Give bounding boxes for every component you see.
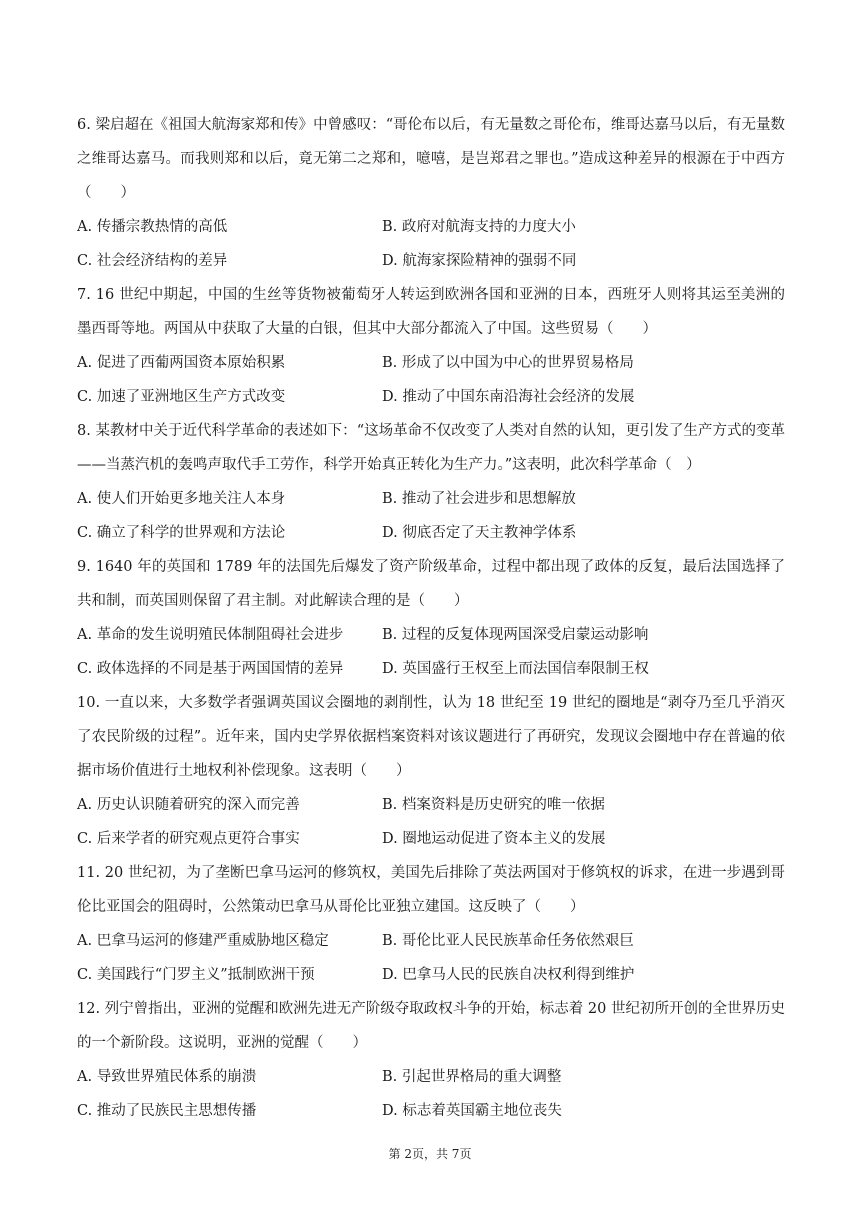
- option-c[interactable]: C. 美国践行“门罗主义”抵制欧洲干预: [77, 967, 315, 983]
- question-11: [77, 856, 785, 992]
- question-stem: 6. 梁启超在《祖国大航海家郑和传》中曾感叹：“哥伦布以后，有无量数之哥伦布，维哥达嘉马以后，有无量数之维哥达嘉马。而我则郑和以后，竟无第二之郑和，噫嘻，是岂郑君之罪也。”造成这种差异的根源在于中西方（ ）: [77, 117, 785, 201]
- question-stem: 12. 列宁曾指出，亚洲的觉醒和欧洲先进无产阶级夺取政权斗争的开始，标志着 20 世纪初所开创的全世界历史的一个新阶段。这说明，亚洲的觉醒（ ）: [77, 1001, 785, 1051]
- question-stem: 8. 某教材中关于近代科学革命的表述如下：“这场革命不仅改变了人类对自然的认知，更引发了生产方式的变革——当蒸汽机的轰鸣声取代手工劳作，科学开始真正转化为生产力。”这表明，此次科学革命（ ）: [77, 423, 785, 473]
- option-d[interactable]: D. 英国盛行王权至上而法国信奉限制王权: [382, 661, 649, 677]
- option-d[interactable]: D. 标志着英国霸主地位丧失: [382, 1103, 562, 1119]
- question-7: [77, 278, 785, 414]
- exam-page: [77, 108, 785, 1128]
- option-c[interactable]: C. 社会经济结构的差异: [77, 253, 228, 269]
- option-d[interactable]: D. 航海家探险精神的强弱不同: [382, 253, 577, 269]
- answer-options: [77, 788, 785, 856]
- answer-options: [77, 346, 785, 414]
- page-number: 第 2页，共 7页: [388, 1147, 472, 1161]
- option-c[interactable]: C. 推动了民族民主思想传播: [77, 1103, 257, 1119]
- question-8: [77, 414, 785, 550]
- answer-options: [77, 482, 785, 550]
- option-b[interactable]: B. 形成了以中国为中心的世界贸易格局: [382, 355, 634, 371]
- option-a[interactable]: A. 巴拿马运河的修建严重威胁地区稳定: [77, 933, 329, 949]
- option-d[interactable]: D. 彻底否定了天主教神学体系: [382, 525, 577, 541]
- answer-options: [77, 210, 785, 278]
- question-stem: 10. 一直以来，大多数学者强调英国议会圈地的剥削性，认为 18 世纪至 19 世纪的圈地是“剥夺乃至几乎消灭了农民阶级的过程”。近年来，国内史学界依据档案资料对该议题进行了再研究，发现议会圈地中存在普遍的依据市场价值进行土地权利补偿现象。这表明（ ）: [77, 695, 785, 779]
- option-a[interactable]: A. 历史认识随着研究的深入而完善: [77, 797, 300, 813]
- option-b[interactable]: B. 档案资料是历史研究的唯一依据: [382, 797, 605, 813]
- option-a[interactable]: A. 导致世界殖民体系的崩溃: [77, 1069, 257, 1085]
- question-stem: 7. 16 世纪中期起，中国的生丝等货物被葡萄牙人转运到欧洲各国和亚洲的日本，西班牙人则将其运至美洲的墨西哥等地。两国从中获取了大量的白银，但其中大部分都流入了中国。这些贸易（ ）: [77, 287, 785, 337]
- option-b[interactable]: B. 过程的反复体现两国深受启蒙运动影响: [382, 627, 649, 643]
- option-d[interactable]: D. 推动了中国东南沿海社会经济的发展: [382, 389, 635, 405]
- question-9: [77, 550, 785, 686]
- question-12: [77, 992, 785, 1128]
- option-b[interactable]: B. 推动了社会进步和思想解放: [382, 491, 576, 507]
- option-c[interactable]: C. 后来学者的研究观点更符合事实: [77, 831, 300, 847]
- question-stem: 11. 20 世纪初，为了垄断巴拿马运河的修筑权，美国先后排除了英法两国对于修筑权的诉求，在进一步遇到哥伦比亚国会的阻碍时，公然策动巴拿马从哥伦比亚独立建国。这反映了（ ）: [77, 865, 785, 915]
- answer-options: [77, 924, 785, 992]
- option-d[interactable]: D. 圈地运动促进了资本主义的发展: [382, 831, 606, 847]
- option-b[interactable]: B. 政府对航海支持的力度大小: [382, 219, 576, 235]
- question-10: [77, 686, 785, 856]
- option-a[interactable]: A. 传播宗教热情的高低: [77, 219, 228, 235]
- option-c[interactable]: C. 政体选择的不同是基于两国国情的差异: [77, 661, 344, 677]
- option-a[interactable]: A. 使人们开始更多地关注人本身: [77, 491, 286, 507]
- option-a[interactable]: A. 革命的发生说明殖民体制阻碍社会进步: [77, 627, 344, 643]
- option-c[interactable]: C. 确立了科学的世界观和方法论: [77, 525, 286, 541]
- question-stem: 9. 1640 年的英国和 1789 年的法国先后爆发了资产阶级革命，过程中都出现了政体的反复，最后法国选择了共和制，而英国则保留了君主制。对此解读合理的是（ ）: [77, 559, 785, 609]
- question-6: [77, 108, 785, 278]
- answer-options: [77, 1060, 785, 1128]
- option-c[interactable]: C. 加速了亚洲地区生产方式改变: [77, 389, 286, 405]
- option-d[interactable]: D. 巴拿马人民的民族自决权利得到维护: [382, 967, 635, 983]
- answer-options: [77, 618, 785, 686]
- option-b[interactable]: B. 引起世界格局的重大调整: [382, 1069, 562, 1085]
- option-b[interactable]: B. 哥伦比亚人民民族革命任务依然艰巨: [382, 933, 634, 949]
- option-a[interactable]: A. 促进了西葡两国资本原始积累: [77, 355, 286, 371]
